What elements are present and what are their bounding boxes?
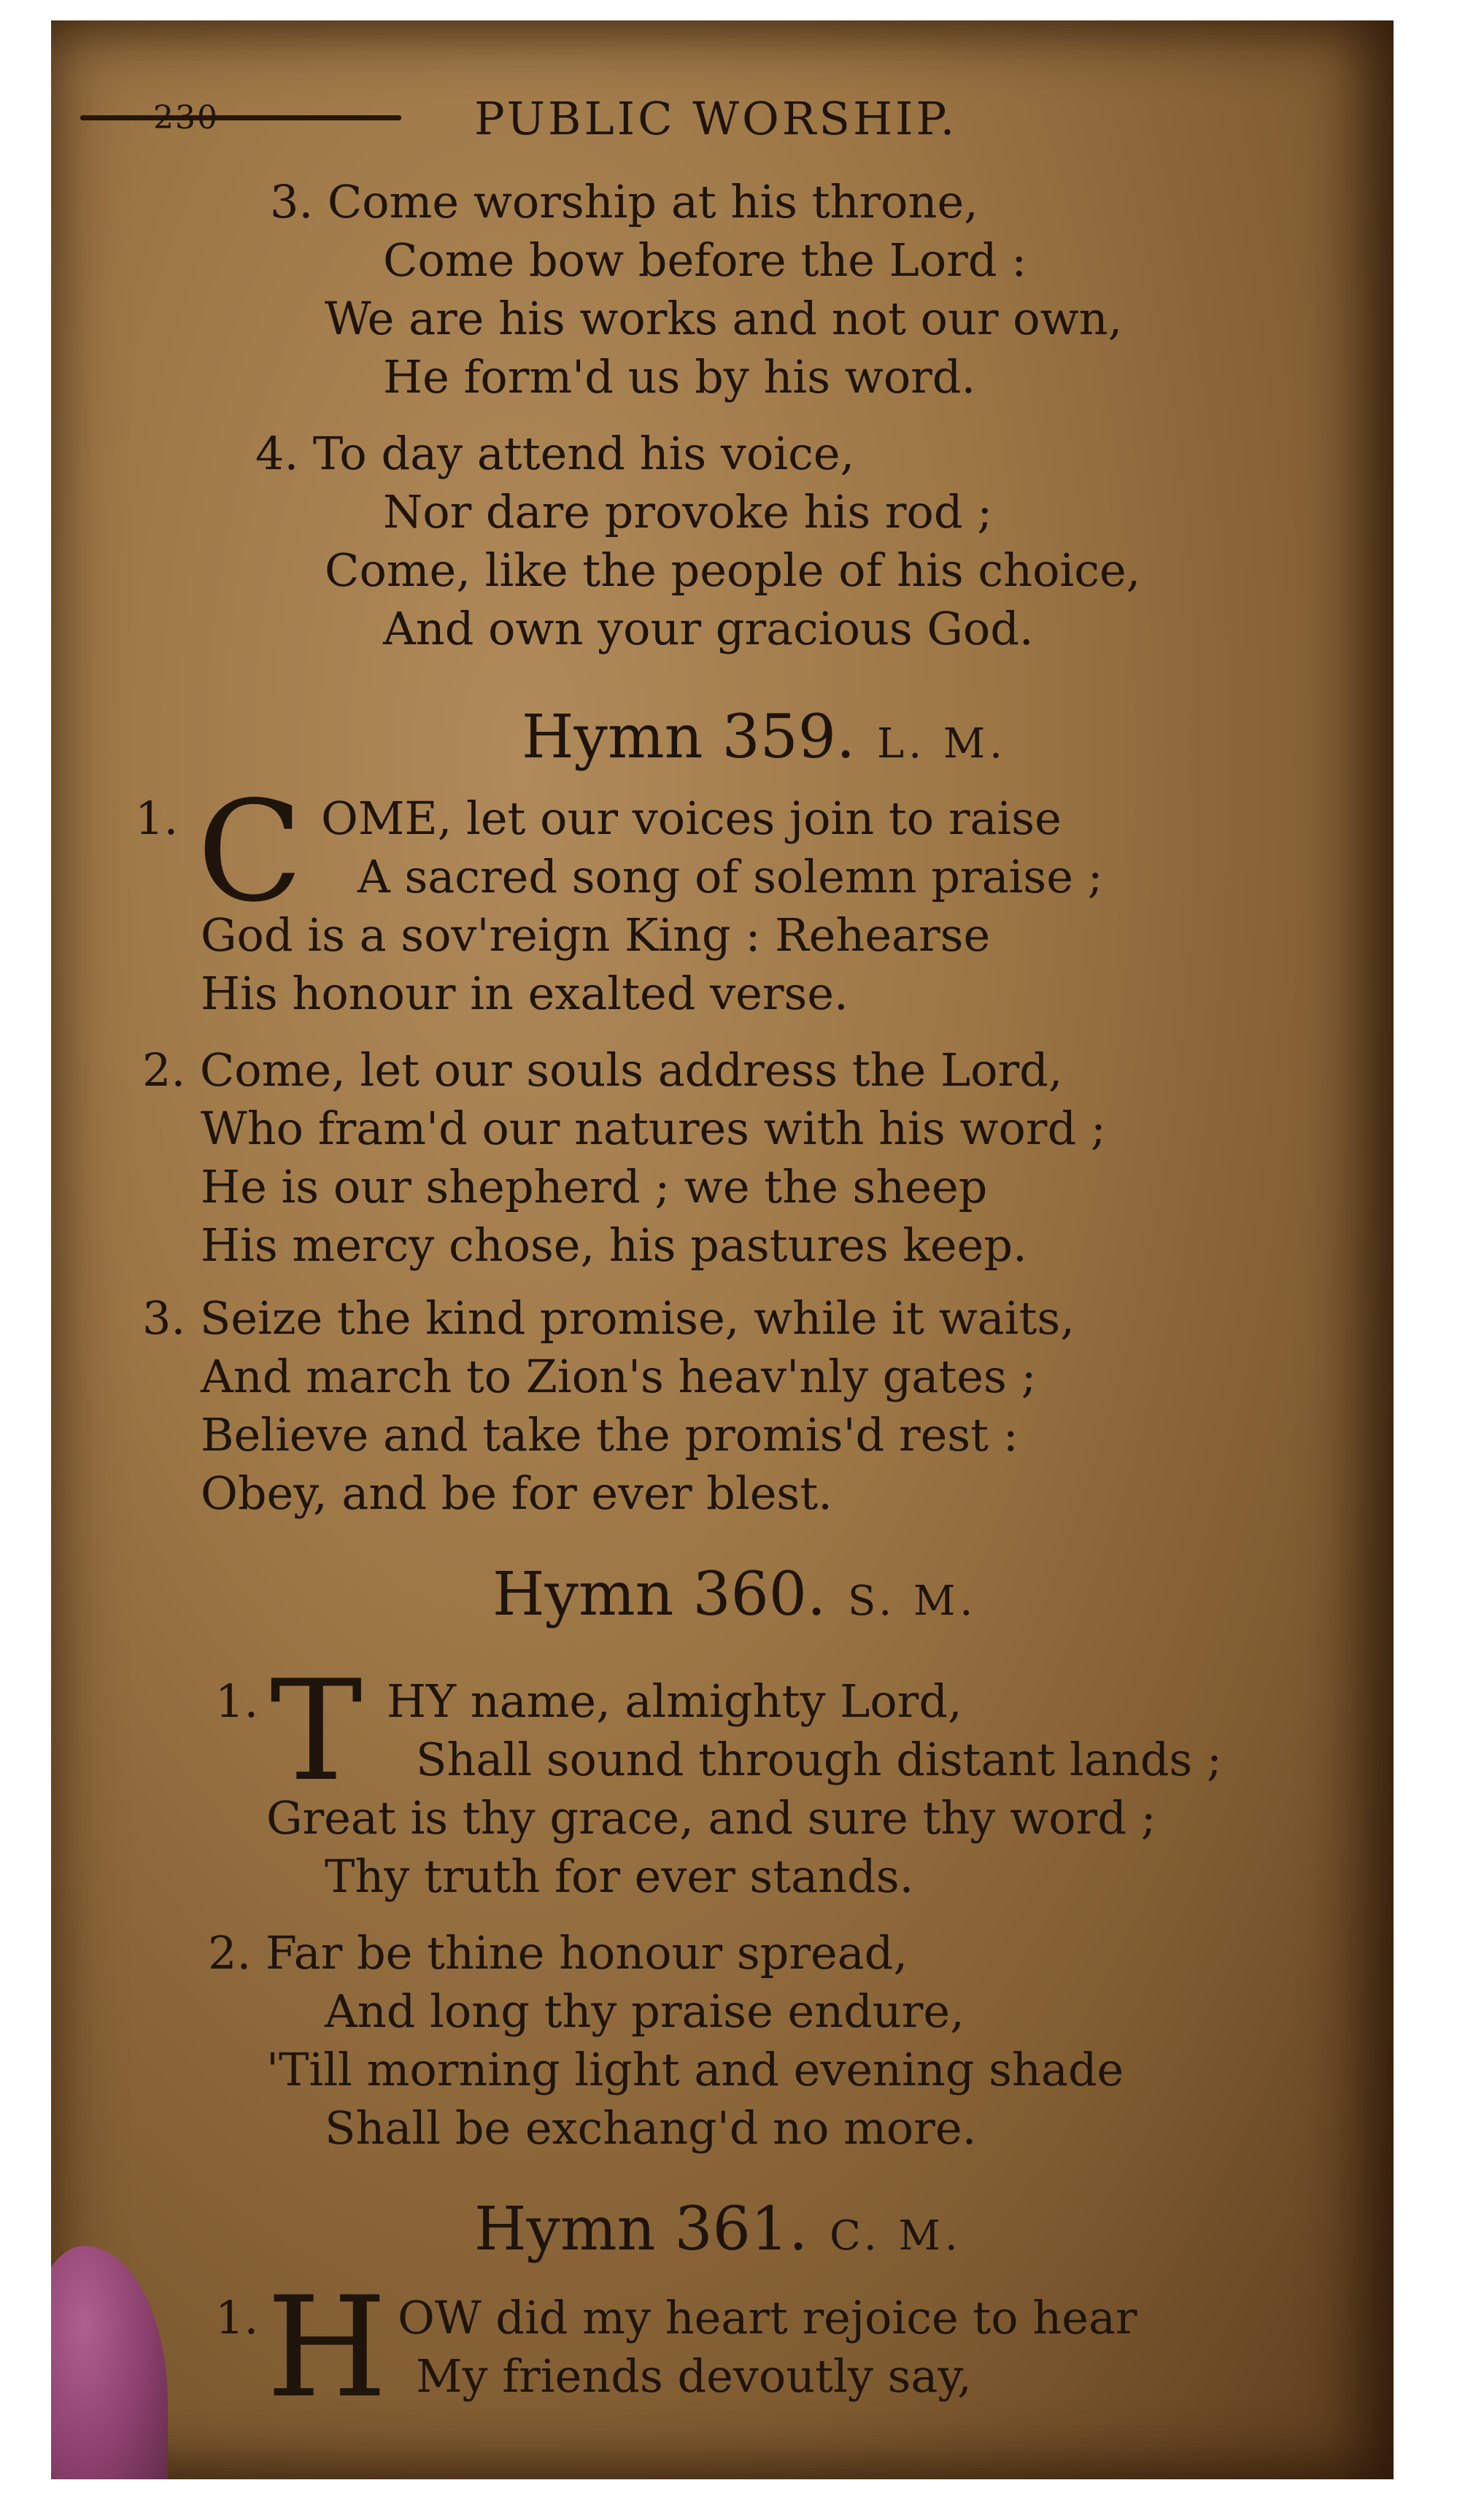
verse-line: He form'd us by his word. — [383, 350, 976, 403]
verse-line: 2. Come, let our souls address the Lord, — [142, 1043, 1063, 1097]
verse-line: 3. Come worship at his throne, — [270, 175, 978, 228]
hymn-meter: L. M. — [877, 720, 1007, 768]
hymn-meter: C. M. — [830, 2212, 962, 2260]
hymn-title — [522, 703, 1007, 779]
drop-cap: T — [270, 1650, 363, 1812]
drop-cap: H — [266, 2267, 387, 2428]
verse-line: OW did my heart rejoice to hear — [398, 2291, 1137, 2344]
verse-line: Come, like the people of his choice, — [325, 544, 1141, 597]
verse-line: Thy truth for ever stands. — [325, 1850, 914, 1903]
hymn-number: Hymn 360. — [492, 1560, 827, 1629]
drop-cap: C — [197, 771, 304, 932]
verse-line: 2. Far be thine honour spread, — [208, 1926, 908, 1979]
header-rule — [80, 115, 401, 120]
hymn-meter: S. M. — [848, 1577, 978, 1625]
verse-line: Shall sound through distant lands ; — [416, 1733, 1222, 1786]
verse-line: His honour in exalted verse. — [201, 967, 849, 1020]
verse-line: Who fram'd our natures with his word ; — [201, 1102, 1106, 1155]
verse-line: 'Till morning light and evening shade — [266, 2043, 1124, 2096]
hymn-number: Hymn 361. — [474, 2195, 808, 2264]
running-title: PUBLIC WORSHIP. — [474, 92, 958, 145]
verse-line: And own your gracious God. — [383, 602, 1034, 655]
verse-number: 1. — [215, 2291, 259, 2344]
verse-line: Nor dare provoke his rod ; — [383, 485, 993, 538]
verse-number: 1. — [135, 792, 179, 845]
hymn-title — [474, 2195, 962, 2271]
verse-line: God is a sov'reign King : Rehearse — [201, 908, 991, 962]
verse-line: My friends devoutly say, — [416, 2349, 972, 2403]
verse-line: OME, let our voices join to raise — [321, 792, 1062, 845]
verse-line: And long thy praise endure, — [325, 1985, 965, 2038]
page-header — [51, 79, 1394, 166]
verse-line: We are his works and not our own, — [325, 292, 1123, 345]
verse-line: Shall be exchang'd no more. — [325, 2101, 977, 2155]
verse-line: Believe and take the promis'd rest : — [201, 1408, 1019, 1461]
hymn-title — [492, 1560, 977, 1637]
hymn-number: Hymn 359. — [522, 703, 856, 772]
verse-line: Obey, and be for ever blest. — [201, 1467, 832, 1520]
verse-line: Great is thy grace, and sure thy word ; — [266, 1791, 1156, 1845]
verse-line: 3. Seize the kind promise, while it waits, — [142, 1291, 1075, 1345]
thumb — [51, 2246, 168, 2479]
verse-line: His mercy chose, his pastures keep. — [201, 1218, 1027, 1272]
verse-line: HY name, almighty Lord, — [387, 1675, 962, 1728]
verse-line: 4. To day attend his voice, — [255, 427, 855, 480]
verse-line: Come bow before the Lord : — [383, 233, 1027, 287]
verse-line: And march to Zion's heav'nly gates ; — [201, 1350, 1037, 1403]
verse-line: He is our shepherd ; we the sheep — [201, 1160, 988, 1213]
page-number: 230 — [153, 99, 219, 136]
verse-number: 1. — [215, 1675, 259, 1728]
verse-line: A sacred song of solemn praise ; — [358, 850, 1103, 903]
book-page — [51, 20, 1394, 2479]
